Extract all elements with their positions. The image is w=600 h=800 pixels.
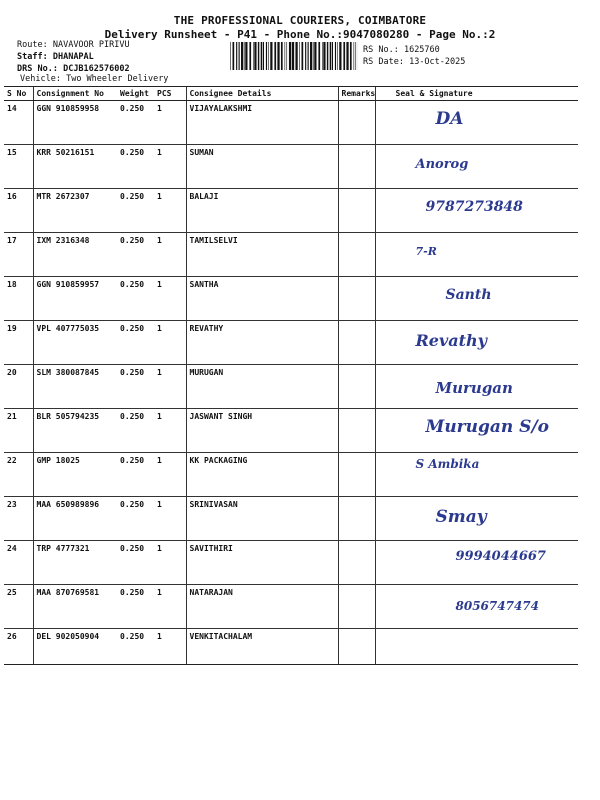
cell-pcs: 1 [154,497,186,541]
cell-weight: 0.250 [117,277,154,321]
cell-sno: 21 [4,409,33,453]
cell-consignment: GGN 910859958 [33,101,117,145]
runsheet-table [4,86,578,665]
drs-label: DRS No.: [17,64,58,74]
cell-remarks [338,277,375,321]
cell-consignee: SUMAN [186,145,338,189]
staff-value: DHANAPAL [52,52,94,62]
cell-weight: 0.250 [117,629,154,665]
cell-consignment: MTR 2672307 [33,189,117,233]
table-row [4,365,578,409]
cell-consignment: GGN 910859957 [33,277,117,321]
cell-weight: 0.250 [117,541,154,585]
cell-consignment: BLR 505794235 [33,409,117,453]
company-title: THE PROFESSIONAL COURIERS, COIMBATORE [173,14,427,27]
cell-remarks [338,321,375,365]
cell-sno: 16 [4,189,33,233]
cell-weight: 0.250 [117,409,154,453]
vehicle-value: Two Wheeler Delivery [66,74,169,84]
cell-signature [375,233,578,277]
cell-weight: 0.250 [117,189,154,233]
table-row [4,277,578,321]
cell-remarks [338,409,375,453]
cell-pcs: 1 [154,629,186,665]
cell-sno: 19 [4,321,33,365]
cell-pcs: 1 [154,189,186,233]
col-weight: Weight [117,87,154,101]
handwritten-signature: DA [435,109,464,129]
cell-consignee: SANTHA [186,277,338,321]
handwritten-signature: 9994044667 [455,549,546,564]
cell-pcs: 1 [154,145,186,189]
cell-sno: 18 [4,277,33,321]
cell-sno: 14 [4,101,33,145]
cell-pcs: 1 [154,541,186,585]
handwritten-signature: Revathy [415,331,487,350]
cell-consignee: REVATHY [186,321,338,365]
cell-consignment: TRP 4777321 [33,541,117,585]
cell-weight: 0.250 [117,365,154,409]
cell-remarks [338,101,375,145]
rs-date-line [363,57,465,67]
cell-weight: 0.250 [117,453,154,497]
cell-pcs: 1 [154,277,186,321]
cell-remarks [338,541,375,585]
cell-consignment: KRR 50216151 [33,145,117,189]
cell-signature [375,497,578,541]
staff-label: Staff: [17,52,48,62]
cell-sno: 25 [4,585,33,629]
cell-remarks [338,585,375,629]
runsheet-title: Delivery Runsheet - P41 - Phone No.:9047080280 - Page No.:2 [104,28,496,41]
drs-value: DCJB162576002 [63,64,130,74]
cell-consignment: VPL 407775035 [33,321,117,365]
cell-sno: 20 [4,365,33,409]
cell-weight: 0.250 [117,101,154,145]
table-row [4,409,578,453]
col-sno: S No [4,87,33,101]
col-remarks: Remarks [338,87,375,101]
staff-line [17,52,94,62]
barcode-image [230,42,358,70]
cell-signature [375,189,578,233]
cell-pcs: 1 [154,233,186,277]
cell-sno: 17 [4,233,33,277]
cell-sno: 26 [4,629,33,665]
vehicle-line [20,74,168,84]
route-label: Route: [17,40,48,50]
rs-date-label: RS Date: [363,57,404,67]
handwritten-signature: Murugan S/o [425,417,549,437]
cell-signature [375,101,578,145]
cell-remarks [338,497,375,541]
cell-remarks [338,453,375,497]
table-row [4,145,578,189]
cell-pcs: 1 [154,365,186,409]
cell-remarks [338,629,375,665]
cell-consignment: GMP 18025 [33,453,117,497]
handwritten-signature: 8056747474 [455,599,539,613]
table-row [4,189,578,233]
cell-remarks [338,189,375,233]
vehicle-label: Vehicle: [20,74,61,84]
cell-consignee: TAMILSELVI [186,233,338,277]
cell-sno: 24 [4,541,33,585]
table-row [4,629,578,665]
cell-pcs: 1 [154,321,186,365]
cell-pcs: 1 [154,585,186,629]
handwritten-signature: 7-R [415,245,437,258]
table-row [4,321,578,365]
handwritten-signature: 9787273848 [425,199,523,215]
table-row [4,233,578,277]
cell-remarks [338,145,375,189]
table-row [4,585,578,629]
cell-weight: 0.250 [117,145,154,189]
table-row [4,497,578,541]
drs-line [17,64,130,74]
route-value: NAVAVOOR PIRIVU [52,40,130,50]
table-header-row [4,87,578,101]
table-row [4,541,578,585]
cell-signature [375,409,578,453]
cell-signature [375,365,578,409]
cell-sno: 15 [4,145,33,189]
cell-consignee: SRINIVASAN [186,497,338,541]
cell-weight: 0.250 [117,233,154,277]
col-consignee: Consignee Details [186,87,338,101]
col-signature: Seal & Signature [375,87,578,101]
table-row [4,453,578,497]
handwritten-signature: Smay [435,507,487,527]
cell-signature [375,321,578,365]
cell-weight: 0.250 [117,585,154,629]
cell-consignee: KK PACKAGING [186,453,338,497]
cell-pcs: 1 [154,409,186,453]
rs-date-value: 13-Oct-2025 [409,57,466,67]
cell-signature [375,629,578,665]
cell-pcs: 1 [154,101,186,145]
rs-no-line [363,45,440,55]
cell-weight: 0.250 [117,497,154,541]
cell-signature [375,277,578,321]
cell-weight: 0.250 [117,321,154,365]
cell-remarks [338,365,375,409]
cell-consignment: MAA 870769581 [33,585,117,629]
table-row [4,101,578,145]
cell-pcs: 1 [154,453,186,497]
cell-sno: 22 [4,453,33,497]
cell-signature [375,145,578,189]
cell-consignee: VENKITACHALAM [186,629,338,665]
handwritten-signature: Santh [445,287,492,303]
col-pcs: PCS [154,87,186,101]
cell-consignment: MAA 650989896 [33,497,117,541]
cell-remarks [338,233,375,277]
cell-signature [375,541,578,585]
rs-no-label: RS No.: [363,45,399,55]
handwritten-signature: S Ambika [415,457,480,471]
handwritten-signature: Murugan [435,379,513,397]
cell-consignee: BALAJI [186,189,338,233]
cell-signature [375,585,578,629]
cell-consignment: DEL 902050904 [33,629,117,665]
cell-signature [375,453,578,497]
route-line [17,40,130,50]
cell-consignment: IXM 2316348 [33,233,117,277]
cell-consignment: SLM 380087845 [33,365,117,409]
cell-sno: 23 [4,497,33,541]
cell-consignee: SAVITHIRI [186,541,338,585]
col-consignment: Consignment No [33,87,117,101]
rs-no-value: 1625760 [403,45,440,55]
cell-consignee: MURUGAN [186,365,338,409]
cell-consignee: JASWANT SINGH [186,409,338,453]
cell-consignee: NATARAJAN [186,585,338,629]
cell-consignee: VIJAYALAKSHMI [186,101,338,145]
handwritten-signature: Anorog [415,157,469,172]
